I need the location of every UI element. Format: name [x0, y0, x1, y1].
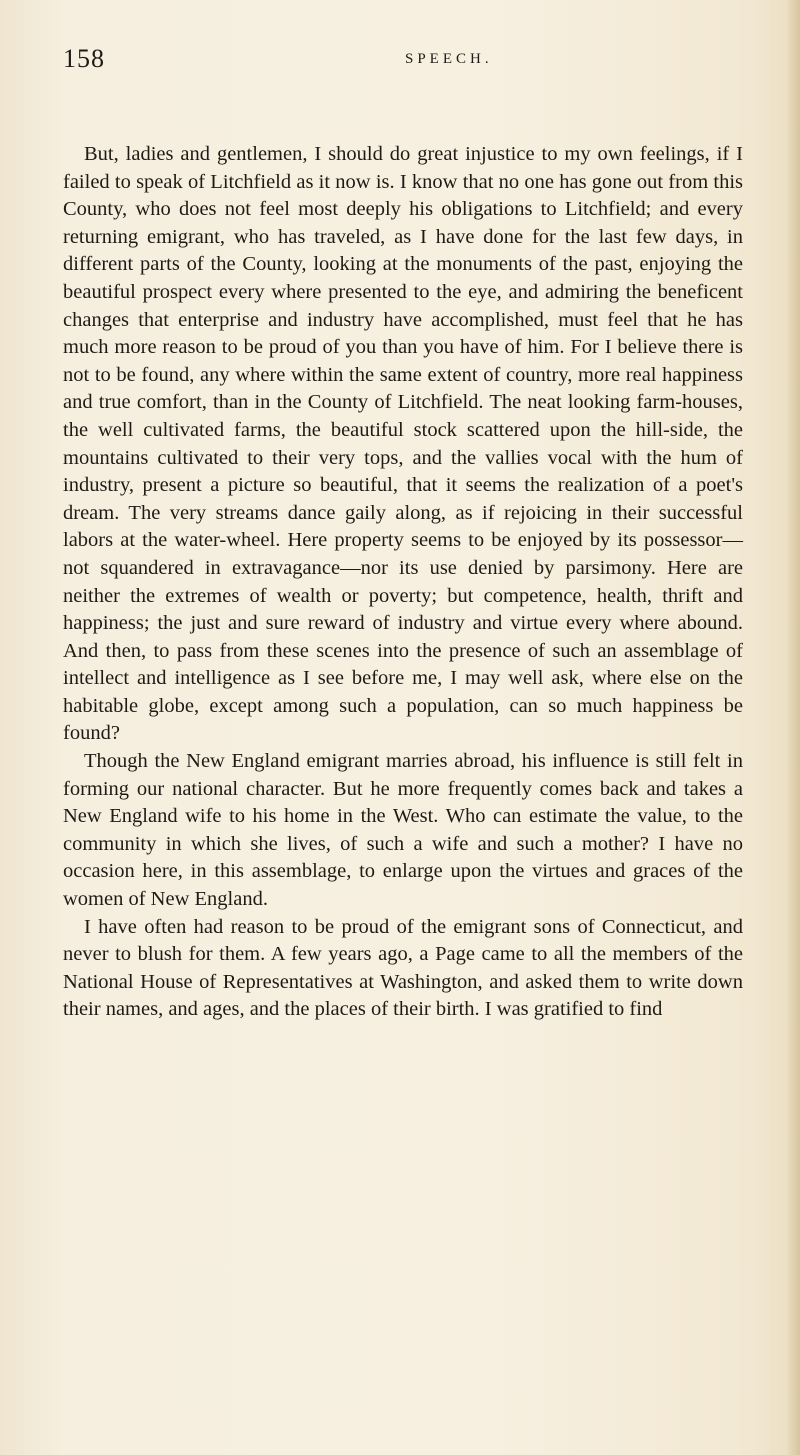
page-number: 158: [63, 44, 105, 73]
page-header: [63, 44, 743, 78]
paragraph: But, ladies and gentlemen, I should do great injustice to my own feelings, if I failed to speak of Litchfield as it now is. I know that no one has gone out from this County, who does not feel most deeply his obligations to Litchfield; and every returning emigrant, who has traveled, as I have done for the last few days, in different parts of the County, looking at the monuments of the past, enjoying the beautiful prospect every where presented to the eye, and admiring the beneficent changes that enterprise and industry have accomplished, must feel that he has much more reason to be proud of you than you have of him. For I believe there is not to be found, any where within the same extent of country, more real happiness and true comfort, than in the County of Litchfield. The neat looking farm-houses, the well cultivated farms, the beautiful stock scattered upon the hill-side, the mountains cultivated to their very tops, and the vallies vocal with the hum of industry, present a picture so beautiful, that it seems the realization of a poet's dream. The very streams dance gaily along, as if rejoicing in their successful labors at the water-wheel. Here property seems to be enjoyed by its possessor—not squandered in extravagance—nor its use denied by parsimony. Here are neither the extremes of wealth or poverty; but competence, health, thrift and happiness; the just and sure reward of industry and virtue every where abound. And then, to pass from these scenes into the presence of such an assemblage of intellect and intelligence as I see before me, I may well ask, where else on the habitable globe, except among such a population, can so much happiness be found?: [63, 143, 743, 745]
body-text: [63, 141, 743, 1024]
running-head: SPEECH.: [405, 51, 493, 67]
paragraph: I have often had reason to be proud of the emigrant sons of Connecticut, and never to blush for them. A few years ago, a Page came to all the members of the National House of Representatives at Washington, and asked them to write down their names, and ages, and the places of their birth. I was gratified to find: [63, 915, 743, 1021]
page-edge-shadow: [786, 0, 800, 1455]
paragraph: Though the New England emigrant marries abroad, his influence is still felt in forming our national character. But he more frequently comes back and takes a New England wife to his home in the West. Who can estimate the value, to the community in which she lives, of such a wife and such a mother? I have no occasion here, in this assemblage, to enlarge upon the virtues and graces of the women of New England.: [63, 750, 743, 911]
